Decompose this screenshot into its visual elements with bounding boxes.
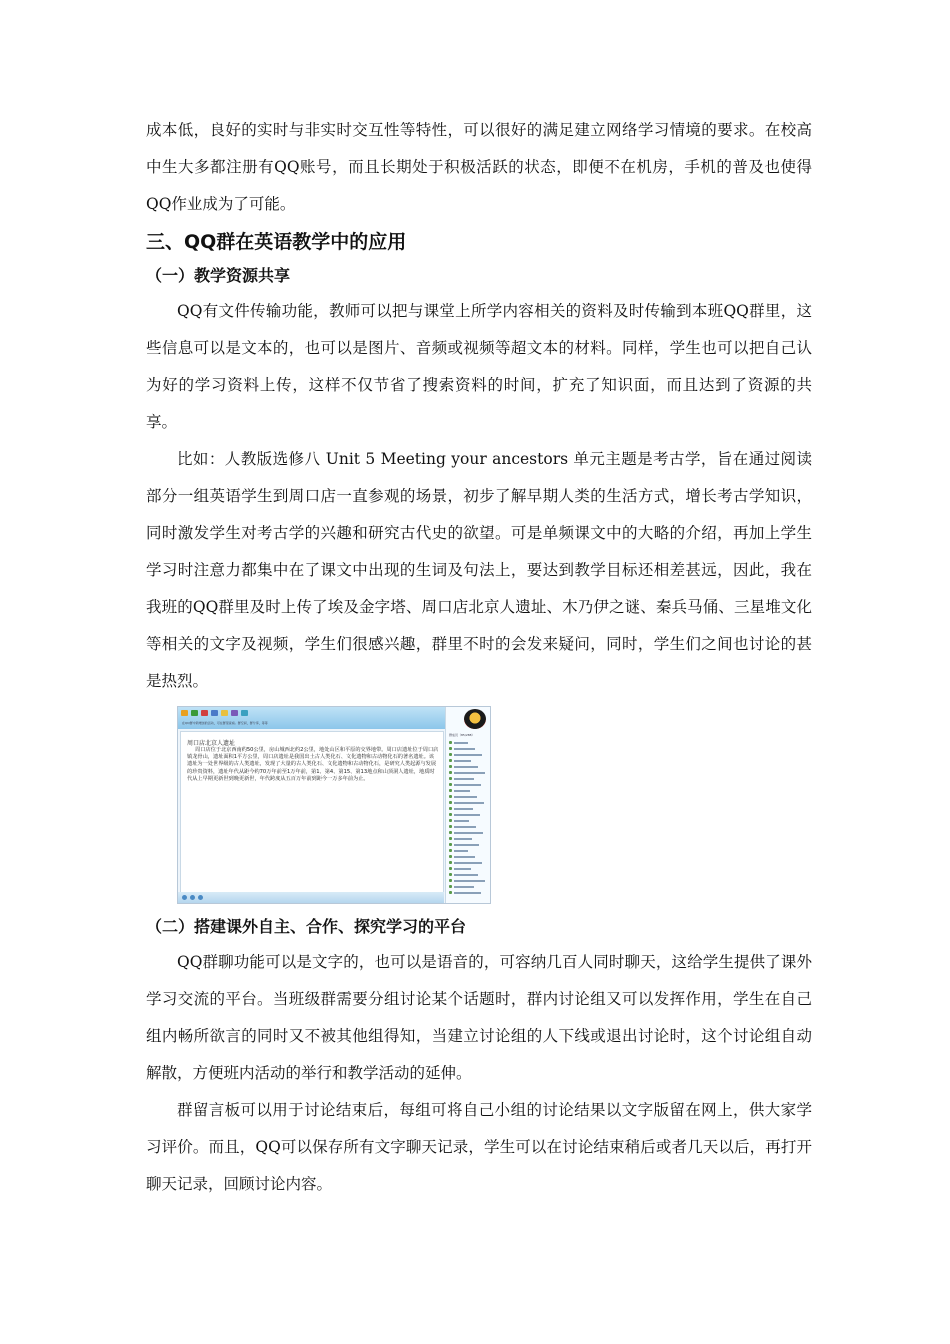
member-row [449, 879, 487, 882]
member-avatar-icon [449, 861, 452, 864]
toolbar-icon [191, 710, 198, 716]
paragraph-example: 比如：人教版选修八 Unit 5 Meeting your ancestors 单元主题是考古学，旨在通过阅读部分一组英语学生到周口店一直参观的场景，初步了解早期人类的生活方式，增长考古学知识，同时激发学生对考古学的兴趣和研究古代史的欲望。可是单频课文中的大略的介绍，再加上学生学习时注意力都集中在了课文中出现的生词及句法上，要达到教学目标还相差甚远，因此，我在我班的QQ群里及时上传了埃及金字塔、周口店北京人遗址、木乃伊之谜、秦兵马俑、三星堆文化等相关的文字及视频，学生们很感兴趣，群里不时的会发来疑问，同时，学生们之间也讨论的甚是热烈。 [146, 450, 812, 690]
image-icon [198, 895, 203, 900]
member-name-line [454, 784, 481, 786]
member-avatar-icon [449, 843, 452, 846]
paragraph-group-chat: QQ群聊功能可以是文字的，也可以是语音的，可容纳几百人同时聊天，这给学生提供了课外学习交流的平台。当班级群需要分组讨论某个话题时，群内讨论组又可以发挥作用，学生在自己组内畅所欲言的同时又不被其他组得知，当建立讨论组的人下线或退出讨论时，这个讨论组自动解散，方便班内活动的举行和教学活动的延伸。 [146, 953, 812, 1082]
member-avatar-icon [449, 813, 452, 816]
member-name-line [454, 868, 471, 870]
member-name-line [454, 862, 482, 864]
member-row [449, 801, 487, 804]
chat-message-body: 周口店位于北京西南约50公里，房山城西北约2公里，地处山区和平原的交界地带。周口店遗址位于周口店镇龙骨山，遗址面积1平方公里，周口店遗址是我国出土古人类化石、文化遗物和古动物化石的著名遗址。该遗址为一处世界级的古人类遗址，发现了大量的古人类化石、文化遗物和古动物化石，是研究人类起源与发展的珍贵资料，遗址年代从距今约70万年前至1万年前，第1、第4、第15、第13地点和山顶洞人遗址，地质时代从上早期更新世到晚更新世，年代跨度从五百万年前到距今一万多年前为止。 [187, 747, 439, 782]
member-row [449, 855, 487, 858]
member-avatar-icon [449, 873, 452, 876]
font-icon [190, 895, 195, 900]
member-row [449, 825, 487, 828]
member-row [449, 873, 487, 876]
member-row [449, 885, 487, 888]
member-row [449, 813, 487, 816]
member-row [449, 741, 487, 744]
member-avatar-icon [449, 837, 452, 840]
paragraph-file-sharing: QQ有文件传输功能，教师可以把与课堂上所学内容相关的资料及时传输到本班QQ群里，这些信息可以是文本的，也可以是图片、音频或视频等超文本的材料。同样，学生也可以把自己认为好的学习资料上传，这样不仅节省了搜索资料的时间，扩充了知识面，而且达到了资源的共享。 [146, 302, 812, 431]
member-row [449, 747, 487, 750]
member-name-line [454, 886, 474, 888]
member-avatar-icon [449, 795, 452, 798]
member-row [449, 891, 487, 894]
member-row [449, 819, 487, 822]
member-name-line [454, 742, 468, 744]
member-row [449, 783, 487, 786]
toolbar-icon [221, 710, 228, 716]
member-row [449, 789, 487, 792]
toolbar-icon [231, 710, 238, 716]
member-avatar-icon [449, 825, 452, 828]
subsection-heading-2: （二）搭建课外自主、合作、探究学习的平台 [146, 917, 467, 936]
member-row [449, 831, 487, 834]
member-avatar-icon [449, 885, 452, 888]
member-name-line [454, 772, 485, 774]
chat-input-toolbar [178, 892, 444, 903]
member-name-line [454, 796, 477, 798]
qq-window-titlebar [178, 707, 490, 729]
group-member-sidebar [445, 707, 490, 903]
member-avatar-icon [449, 849, 452, 852]
subsection-heading-1: （一）教学资源共享 [146, 266, 291, 285]
member-row [449, 867, 487, 870]
document-page [146, 112, 812, 1203]
toolbar-icon [211, 710, 218, 716]
member-row [449, 771, 487, 774]
member-list-header: 群成员（85/288） [449, 733, 475, 737]
member-name-line [454, 838, 472, 840]
member-avatar-icon [449, 819, 452, 822]
qq-toolbar [181, 710, 248, 716]
member-name-line [454, 760, 471, 762]
paragraph-message-board: 群留言板可以用于讨论结束后，每组可将自己小组的讨论结果以文字版留在网上，供大家学习评价。而且，QQ可以保存所有文字聊天记录，学生可以在讨论结束稍后或者几天以后，再打开聊天记录，回顾讨论内容。 [146, 1101, 812, 1193]
member-avatar-icon [449, 789, 452, 792]
member-name-line [454, 778, 474, 780]
member-name-line [454, 856, 475, 858]
member-avatar-icon [449, 891, 452, 894]
member-name-line [454, 802, 484, 804]
member-avatar-icon [449, 831, 452, 834]
member-name-line [454, 808, 473, 810]
member-row [449, 777, 487, 780]
member-name-line [454, 748, 475, 750]
member-name-line [454, 832, 483, 834]
group-notice: 在QQ群中新增加的活动，可在群里查看。群空间，群分享，等等 [182, 721, 268, 725]
member-avatar-icon [449, 807, 452, 810]
member-name-line [454, 892, 481, 894]
member-avatar-icon [449, 855, 452, 858]
member-name-line [454, 874, 478, 876]
member-name-line [454, 820, 469, 822]
toolbar-icon [181, 710, 188, 716]
member-row [449, 795, 487, 798]
member-avatar-icon [449, 759, 452, 762]
qq-chat-screenshot [177, 706, 491, 904]
member-name-line [454, 814, 480, 816]
member-row [449, 837, 487, 840]
member-avatar-icon [449, 801, 452, 804]
section-heading-3: 三、QQ群在英语教学中的应用 [146, 231, 407, 253]
member-avatar-icon [449, 747, 452, 750]
member-name-line [454, 880, 485, 882]
member-name-line [454, 844, 479, 846]
member-row [449, 753, 487, 756]
member-row [449, 849, 487, 852]
member-name-line [454, 826, 476, 828]
member-avatar-icon [449, 753, 452, 756]
toolbar-icon [201, 710, 208, 716]
member-row [449, 765, 487, 768]
paragraph-intro: 成本低，良好的实时与非实时交互性等特性，可以很好的满足建立网络学习情境的要求。在校高中生大多都注册有QQ账号，而且长期处于积极活跃的状态，即便不在机房，手机的普及也使得QQ作业成为了可能。 [146, 121, 812, 213]
toolbar-icon [241, 710, 248, 716]
member-name-line [454, 850, 468, 852]
member-avatar-icon [449, 879, 452, 882]
member-row [449, 843, 487, 846]
member-avatar-icon [449, 867, 452, 870]
chat-message-area [180, 731, 444, 893]
member-avatar-icon [449, 783, 452, 786]
member-avatar-icon [449, 765, 452, 768]
member-avatar-icon [449, 771, 452, 774]
member-avatar-icon [449, 741, 452, 744]
member-row [449, 861, 487, 864]
member-avatar-icon [449, 777, 452, 780]
member-row [449, 807, 487, 810]
group-avatar [464, 709, 486, 729]
member-name-line [454, 754, 482, 756]
member-name-line [454, 766, 478, 768]
member-name-line [454, 790, 470, 792]
member-row [449, 759, 487, 762]
emoji-icon [182, 895, 187, 900]
chat-message-title: 周口店北京人遗址 [187, 740, 236, 747]
